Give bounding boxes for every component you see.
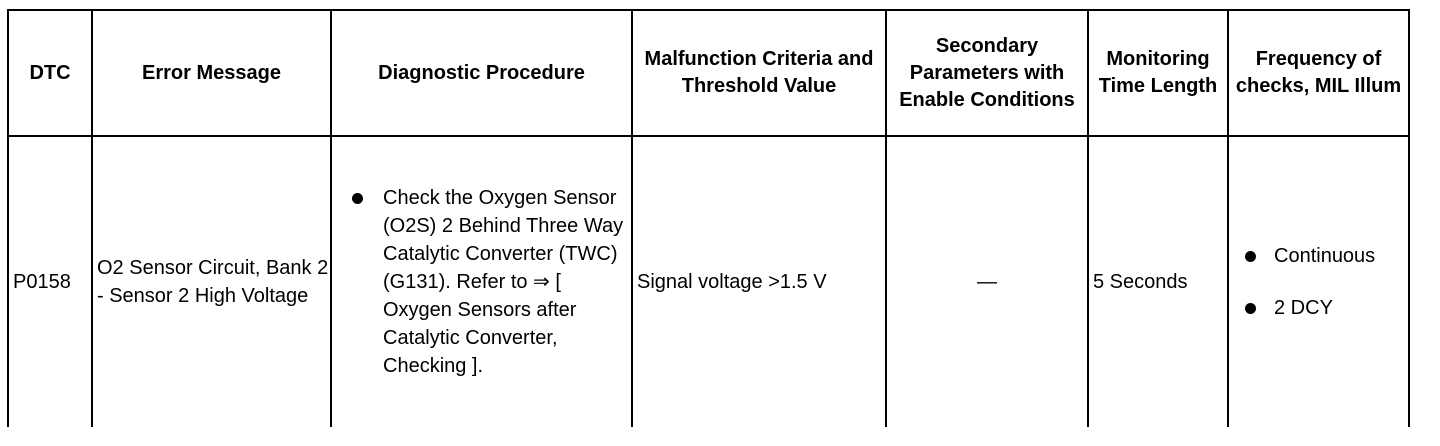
cell-diagnostic-procedure — [331, 136, 632, 427]
header-diagnostic-procedure: Diagnostic Procedure — [331, 10, 632, 136]
cell-error-message: O2 Sensor Circuit, Bank 2 - Sensor 2 High Voltage — [92, 136, 331, 427]
bullet-icon — [1245, 303, 1256, 314]
header-row — [8, 10, 1409, 136]
dtc-table — [7, 9, 1410, 427]
frequency-text: Continuous — [1274, 245, 1376, 267]
frequency-text: 2 DCY — [1274, 297, 1333, 319]
header-secondary-parameters: Secondary Parameters with Enable Conditions — [886, 10, 1088, 136]
header-monitoring-time: Monitoring Time Length — [1088, 10, 1228, 136]
table-row — [8, 136, 1409, 427]
dtc-table-sheet — [7, 9, 1410, 427]
cell-frequency — [1228, 136, 1409, 427]
cell-dtc: P0158 — [8, 136, 92, 427]
procedure-bullet-item — [352, 184, 627, 380]
frequency-item — [1245, 294, 1408, 322]
cell-secondary-parameters: — — [886, 136, 1088, 427]
header-error-message: Error Message — [92, 10, 331, 136]
header-malfunction-criteria: Malfunction Criteria and Threshold Value — [632, 10, 886, 136]
procedure-text: Check the Oxygen Sensor (O2S) 2 Behind Three Way Catalytic Converter (TWC) (G131). Refer to ⇒ [ Oxygen Sensors after Catalytic Converter, Checking ]. — [383, 187, 624, 377]
header-frequency: Frequency of checks, MIL Illum — [1228, 10, 1409, 136]
frequency-item — [1245, 242, 1408, 270]
cell-malfunction-criteria: Signal voltage >1.5 V — [632, 136, 886, 427]
bullet-icon — [1245, 251, 1256, 262]
cell-monitoring-time: 5 Seconds — [1088, 136, 1228, 427]
bullet-icon — [352, 193, 363, 204]
header-dtc: DTC — [8, 10, 92, 136]
